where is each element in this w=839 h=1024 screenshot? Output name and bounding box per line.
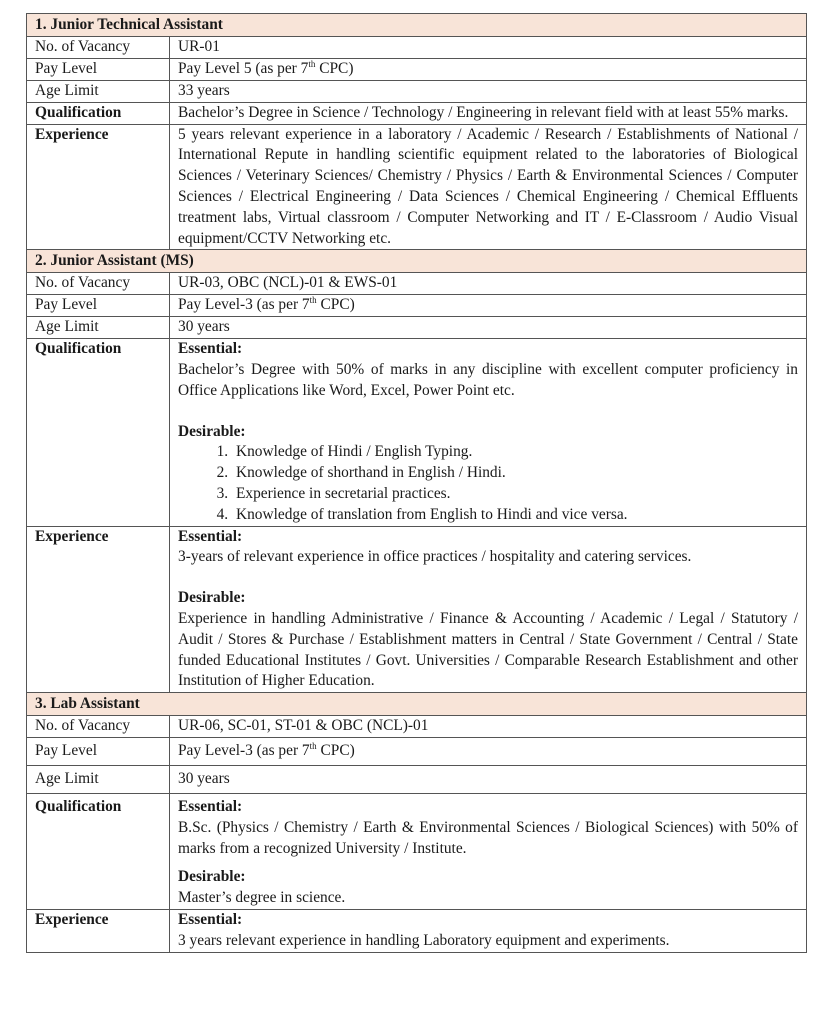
experience-value: 5 years relevant experience in a laboratory / Academic / Research / Establishments of National / International Repute in handling scientific equipment related to the laboratories of Biological Sciences / Veterinary Sciences/ Chemistry / Physics / Earth & Environmental Sciences / Computer Sciences / Electrical Engineering / Data Sciences / Chemical Engineering / Chemical Effluents treatment labs, Virtual classroom / Computer Networking and IT / E-Classroom / Audio Visual equipment/CCTV Networking etc.: [170, 124, 807, 250]
pay-level-text-end: CPC): [316, 296, 355, 314]
qualification-label: Qualification: [27, 339, 170, 526]
table-row: [27, 273, 807, 295]
essential-heading: Essential:: [178, 340, 243, 358]
vacancy-value: UR-06, SC-01, ST-01 & OBC (NCL)-01: [170, 715, 807, 737]
essential-text: 3 years relevant experience in handling Laboratory equipment and experiments.: [178, 931, 670, 949]
age-limit-value: 33 years: [170, 80, 807, 102]
table-row: [27, 909, 807, 952]
pay-level-text-end: CPC): [315, 59, 354, 77]
pay-level-label: Pay Level: [27, 58, 170, 80]
list-item: 4. Knowledge of translation from English to Hindi and vice versa.: [232, 505, 798, 526]
essential-heading: Essential:: [178, 910, 243, 928]
experience-label: Experience: [27, 124, 170, 250]
vacancy-value: UR-01: [170, 36, 807, 58]
table-row: [27, 339, 807, 526]
table-row: [27, 36, 807, 58]
pay-level-label: Pay Level: [27, 295, 170, 317]
table-row: [27, 765, 807, 793]
list-item: 2. Knowledge of shorthand in English / Hindi.: [232, 463, 798, 484]
essential-text: Bachelor’s Degree with 50% of marks in any discipline with excellent computer proficiency in Office Applications like Word, Excel, Power Point etc.: [178, 360, 798, 399]
vacancy-label: No. of Vacancy: [27, 273, 170, 295]
essential-heading: Essential:: [178, 797, 243, 815]
table-row: [27, 80, 807, 102]
essential-text: 3-years of relevant experience in office practices / hospitality and catering services.: [178, 548, 692, 566]
desirable-text: Master’s degree in science.: [178, 889, 346, 907]
table-row: [27, 58, 807, 80]
section-title: 3. Lab Assistant: [27, 693, 807, 716]
table-row: [27, 526, 807, 693]
age-limit-label: Age Limit: [27, 80, 170, 102]
essential-heading: Essential:: [178, 527, 243, 545]
section-header: [27, 14, 807, 37]
list-item: 1. Knowledge of Hindi / English Typing.: [232, 442, 798, 463]
age-limit-value: 30 years: [170, 765, 807, 793]
pay-level-text: Pay Level 5 (as per 7: [178, 59, 309, 77]
age-limit-label: Age Limit: [27, 765, 170, 793]
qualification-value: Bachelor’s Degree in Science / Technology / Engineering in relevant field with at least 55% marks.: [170, 102, 807, 124]
pay-level-text: Pay Level-3 (as per 7: [178, 741, 310, 759]
pay-level-value: [170, 58, 807, 80]
ordinal-suffix: th: [309, 295, 317, 306]
ordinal-suffix: th: [309, 740, 317, 751]
vacancy-label: No. of Vacancy: [27, 715, 170, 737]
pay-level-text: Pay Level-3 (as per 7: [178, 296, 310, 314]
qualification-label: Qualification: [27, 793, 170, 909]
age-limit-label: Age Limit: [27, 317, 170, 339]
experience-label: Experience: [27, 526, 170, 693]
desirable-heading: Desirable:: [178, 422, 246, 440]
ordinal-suffix: th: [308, 58, 316, 69]
section-title: 2. Junior Assistant (MS): [27, 250, 807, 273]
vacancy-table: [26, 13, 807, 953]
table-row: [27, 793, 807, 909]
qualification-value: [170, 339, 807, 526]
essential-text: B.Sc. (Physics / Chemistry / Earth & Environmental Sciences / Biological Sciences) with 50% of marks from a recognized University / Institute.: [178, 818, 798, 857]
desirable-list: [178, 442, 798, 525]
qualification-value: [170, 793, 807, 909]
qualification-label: Qualification: [27, 102, 170, 124]
list-item: 3. Experience in secretarial practices.: [232, 484, 798, 505]
table-row: [27, 737, 807, 765]
table-row: [27, 317, 807, 339]
experience-label: Experience: [27, 909, 170, 952]
age-limit-value: 30 years: [170, 317, 807, 339]
pay-level-value: [170, 295, 807, 317]
table-row: [27, 295, 807, 317]
vacancy-label: No. of Vacancy: [27, 36, 170, 58]
desirable-heading: Desirable:: [178, 868, 246, 886]
section-title: 1. Junior Technical Assistant: [27, 14, 807, 37]
pay-level-text-end: CPC): [316, 741, 355, 759]
experience-value: [170, 909, 807, 952]
table-row: [27, 715, 807, 737]
section-header: [27, 250, 807, 273]
pay-level-label: Pay Level: [27, 737, 170, 765]
pay-level-value: [170, 737, 807, 765]
desirable-text: Experience in handling Administrative / Finance & Accounting / Academic / Legal / Statutory / Audit / Stores & Purchase / Establishment matters in Central / State Government / Central / State funded Educational Institutes / Govt. Universities / Comparable Research Establishment and other Institution of Higher Education.: [178, 609, 798, 690]
vacancy-value: UR-03, OBC (NCL)-01 & EWS-01: [170, 273, 807, 295]
section-header: [27, 693, 807, 716]
desirable-heading: Desirable:: [178, 589, 246, 607]
experience-value: [170, 526, 807, 693]
table-row: [27, 102, 807, 124]
table-row: [27, 124, 807, 250]
